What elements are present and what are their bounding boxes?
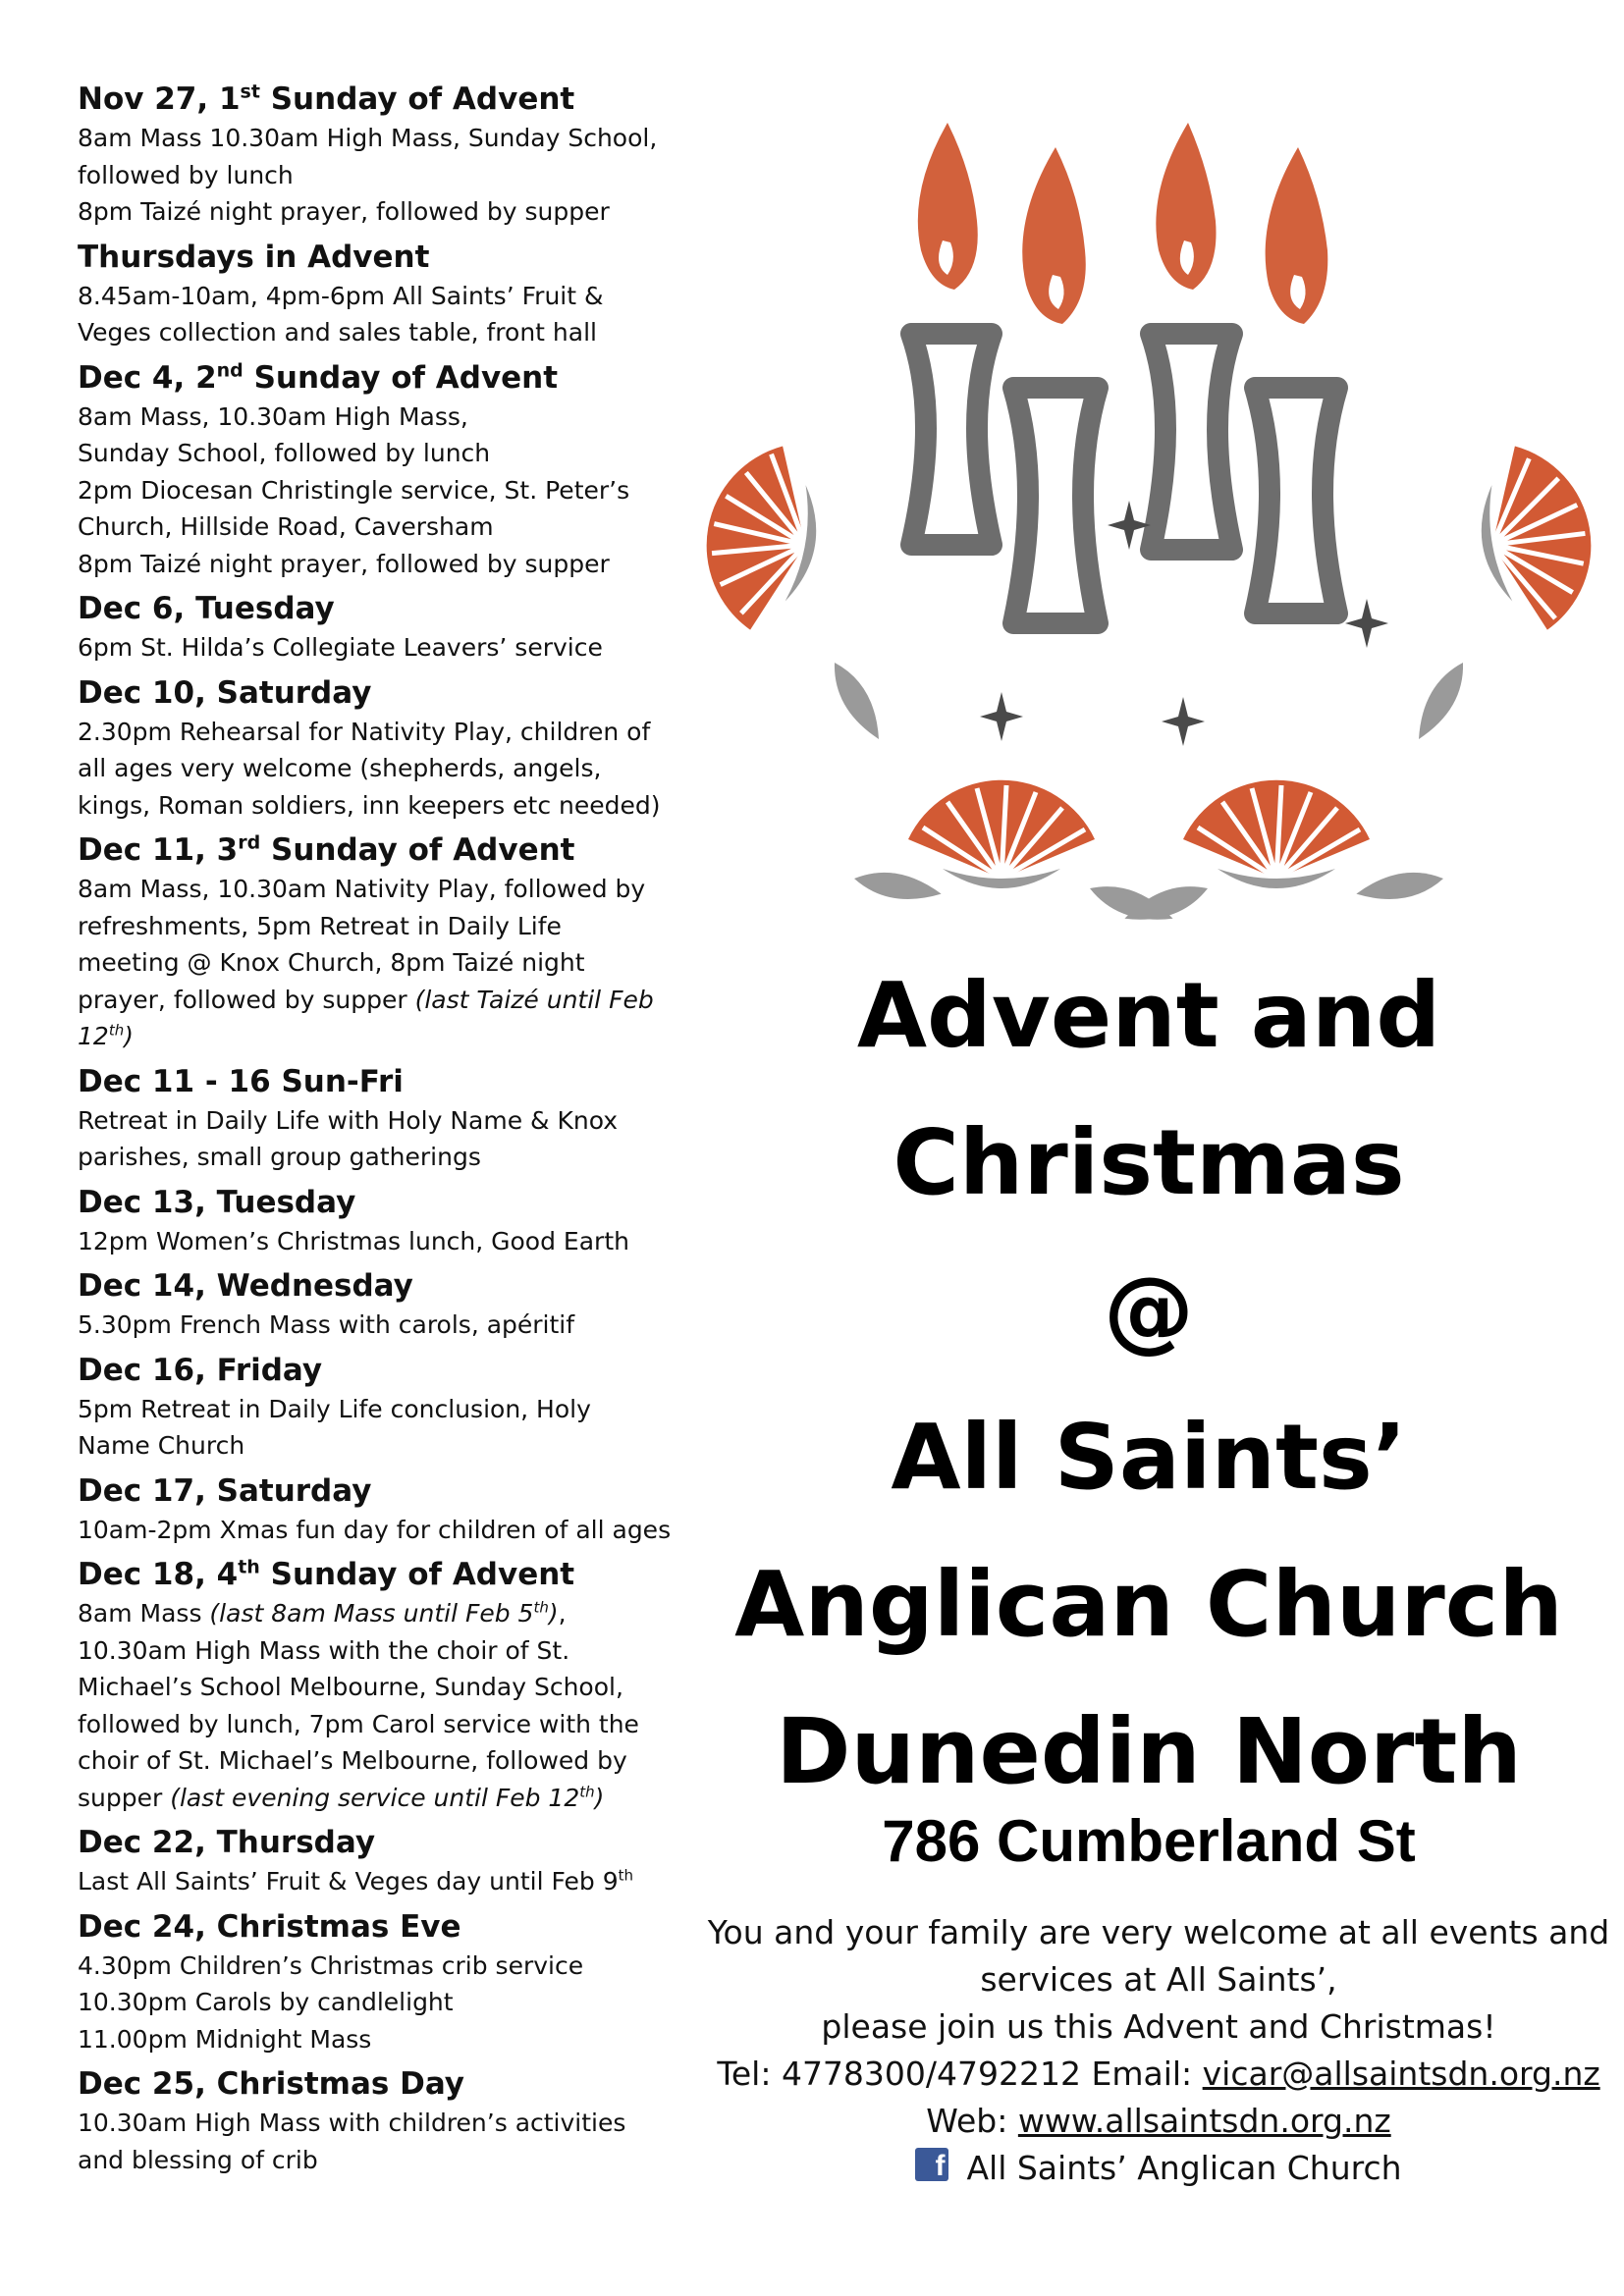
headline-line: All Saints’ (891, 1405, 1407, 1510)
event-line: followed by lunch, 7pm Carol service with the (78, 1709, 639, 1738)
event-line: 10am-2pm Xmas fun day for children of all ages (78, 1515, 672, 1544)
event-line: kings, Roman soldiers, inn keepers etc needed) (78, 790, 661, 820)
event-line: 6pm St. Hilda’s Collegiate Leavers’ service (78, 633, 603, 662)
event-dec-11 (78, 829, 686, 1055)
facebook-page-name: All Saints’ Anglican Church (966, 2149, 1402, 2187)
event-dec-13 (78, 1182, 686, 1260)
candle-flames (918, 123, 1327, 324)
event-line: followed by lunch (78, 160, 294, 189)
headline-line: Dunedin North (776, 1699, 1522, 1804)
event-line: 8am Mass, 10.30am High Mass, (78, 401, 468, 431)
event-line: Michael’s School Melbourne, Sunday School, (78, 1673, 623, 1701)
event-dec-16 (78, 1350, 686, 1465)
church-address: 786 Cumberland St (882, 1808, 1416, 1874)
event-line: prayer, followed by supper (last Taizé until Feb (78, 985, 654, 1014)
event-line: 12pm Women’s Christmas lunch, Good Earth (78, 1226, 629, 1255)
event-line: and blessing of crib (78, 2145, 318, 2174)
event-line: 4.30pm Children’s Christmas crib service (78, 1950, 584, 1980)
event-title: Dec 6, Tuesday (78, 591, 335, 626)
event-line: 8.45am-10am, 4pm-6pm All Saints’ Fruit & (78, 281, 604, 310)
event-line: 5.30pm French Mass with carols, apéritif (78, 1310, 575, 1339)
event-line: supper (last evening service until Feb 12th) (78, 1783, 605, 1812)
event-dec-14 (78, 1265, 686, 1344)
event-line: Church, Hillside Road, Caversham (78, 512, 494, 541)
candles (911, 334, 1337, 623)
event-line: 10.30pm Carols by candlelight (78, 1988, 454, 2016)
event-title: Dec 16, Friday (78, 1352, 323, 1388)
welcome-line: services at All Saints’, (980, 1960, 1337, 1999)
event-dec-22 (78, 1822, 686, 1900)
contact-line: Tel: 4778300/4792212 Email: vicar@allsaintsdn.org.nz (717, 2055, 1600, 2093)
event-line: Retreat in Daily Life with Holy Name & Knox (78, 1105, 619, 1135)
headline-line: Anglican Church (734, 1552, 1563, 1657)
event-title: Nov 27, 1st Sunday of Advent (78, 80, 575, 117)
event-line: refreshments, 5pm Retreat in Daily Life (78, 911, 562, 940)
advent-candles-illustration (697, 103, 1600, 928)
event-line: 8am Mass 10.30am High Mass, Sunday School, (78, 124, 658, 152)
event-line: Sunday School, followed by lunch (78, 439, 491, 467)
welcome-line: please join us this Advent and Christmas! (821, 2007, 1496, 2046)
event-title: Dec 10, Saturday (78, 674, 372, 711)
headline-line: Advent and (856, 963, 1441, 1068)
event-line: 12th) (78, 1021, 134, 1050)
event-line: 8am Mass (last 8am Mass until Feb 5th), (78, 1598, 567, 1628)
event-title: Dec 17, Saturday (78, 1472, 372, 1509)
event-line: parishes, small group gatherings (78, 1143, 481, 1171)
website-link[interactable]: www.allsaintsdn.org.nz (1017, 2102, 1391, 2140)
event-line: 2.30pm Rehearsal for Nativity Play, children of (78, 717, 651, 746)
event-title: Dec 14, Wednesday (78, 1268, 413, 1304)
event-dec-17 (78, 1470, 686, 1549)
event-title: Dec 22, Thursday (78, 1825, 376, 1860)
event-title: Dec 24, Christmas Eve (78, 1908, 461, 1945)
event-line: 2pm Diocesan Christingle service, St. Peter’s (78, 475, 630, 505)
event-nov-27 (78, 79, 686, 231)
facebook-icon[interactable]: f (915, 2148, 948, 2181)
event-line: 10.30am High Mass with children’s activities (78, 2109, 626, 2137)
facebook-line (687, 2145, 1624, 2192)
event-dec-4 (78, 357, 686, 583)
event-line: 8pm Taizé night prayer, followed by supper (78, 549, 610, 578)
poster-headline (687, 942, 1610, 1826)
event-line: 8pm Taizé night prayer, followed by supper (78, 197, 610, 226)
event-dec-10 (78, 672, 686, 825)
event-line: meeting @ Knox Church, 8pm Taizé night (78, 948, 585, 977)
event-title: Dec 18, 4th Sunday of Advent (78, 1556, 575, 1592)
event-dec-6 (78, 588, 686, 667)
event-dec-24 (78, 1906, 686, 2058)
event-line: 11.00pm Midnight Mass (78, 2024, 372, 2054)
event-line: Veges collection and sales table, front hall (78, 318, 597, 347)
headline-line: Christmas (893, 1110, 1405, 1215)
headline-line: @ (1104, 1257, 1194, 1362)
web-line: Web: www.allsaintsdn.org.nz (926, 2102, 1391, 2140)
event-title: Dec 4, 2nd Sunday of Advent (78, 359, 559, 396)
event-title: Dec 11 - 16 Sun-Fri (78, 1063, 404, 1099)
event-line: 10.30am High Mass with the choir of St. (78, 1635, 570, 1665)
event-title: Dec 25, Christmas Day (78, 2066, 465, 2102)
event-line: all ages very welcome (shepherds, angels, (78, 754, 602, 782)
email-link[interactable]: vicar@allsaintsdn.org.nz (1202, 2055, 1600, 2093)
welcome-line: You and your family are very welcome at all events and (707, 1913, 1610, 1951)
event-line: choir of St. Michael’s Melbourne, followed by (78, 1746, 627, 1775)
event-dec-18 (78, 1554, 686, 1816)
event-title: Dec 13, Tuesday (78, 1184, 356, 1220)
event-dec-11-16 (78, 1061, 686, 1176)
event-thursdays-advent (78, 237, 686, 351)
event-line: Name Church (78, 1431, 245, 1460)
event-title: Dec 11, 3rd Sunday of Advent (78, 831, 575, 868)
event-line: Last All Saints’ Fruit & Veges day until Feb 9th (78, 1866, 634, 1896)
event-title: Thursdays in Advent (78, 239, 430, 275)
welcome-contact (687, 1909, 1624, 2192)
event-line: 8am Mass, 10.30am Nativity Play, followed by (78, 875, 646, 903)
event-dec-25 (78, 2063, 686, 2178)
event-line: 5pm Retreat in Daily Life conclusion, Holy (78, 1394, 591, 1423)
event-schedule (78, 79, 686, 2178)
